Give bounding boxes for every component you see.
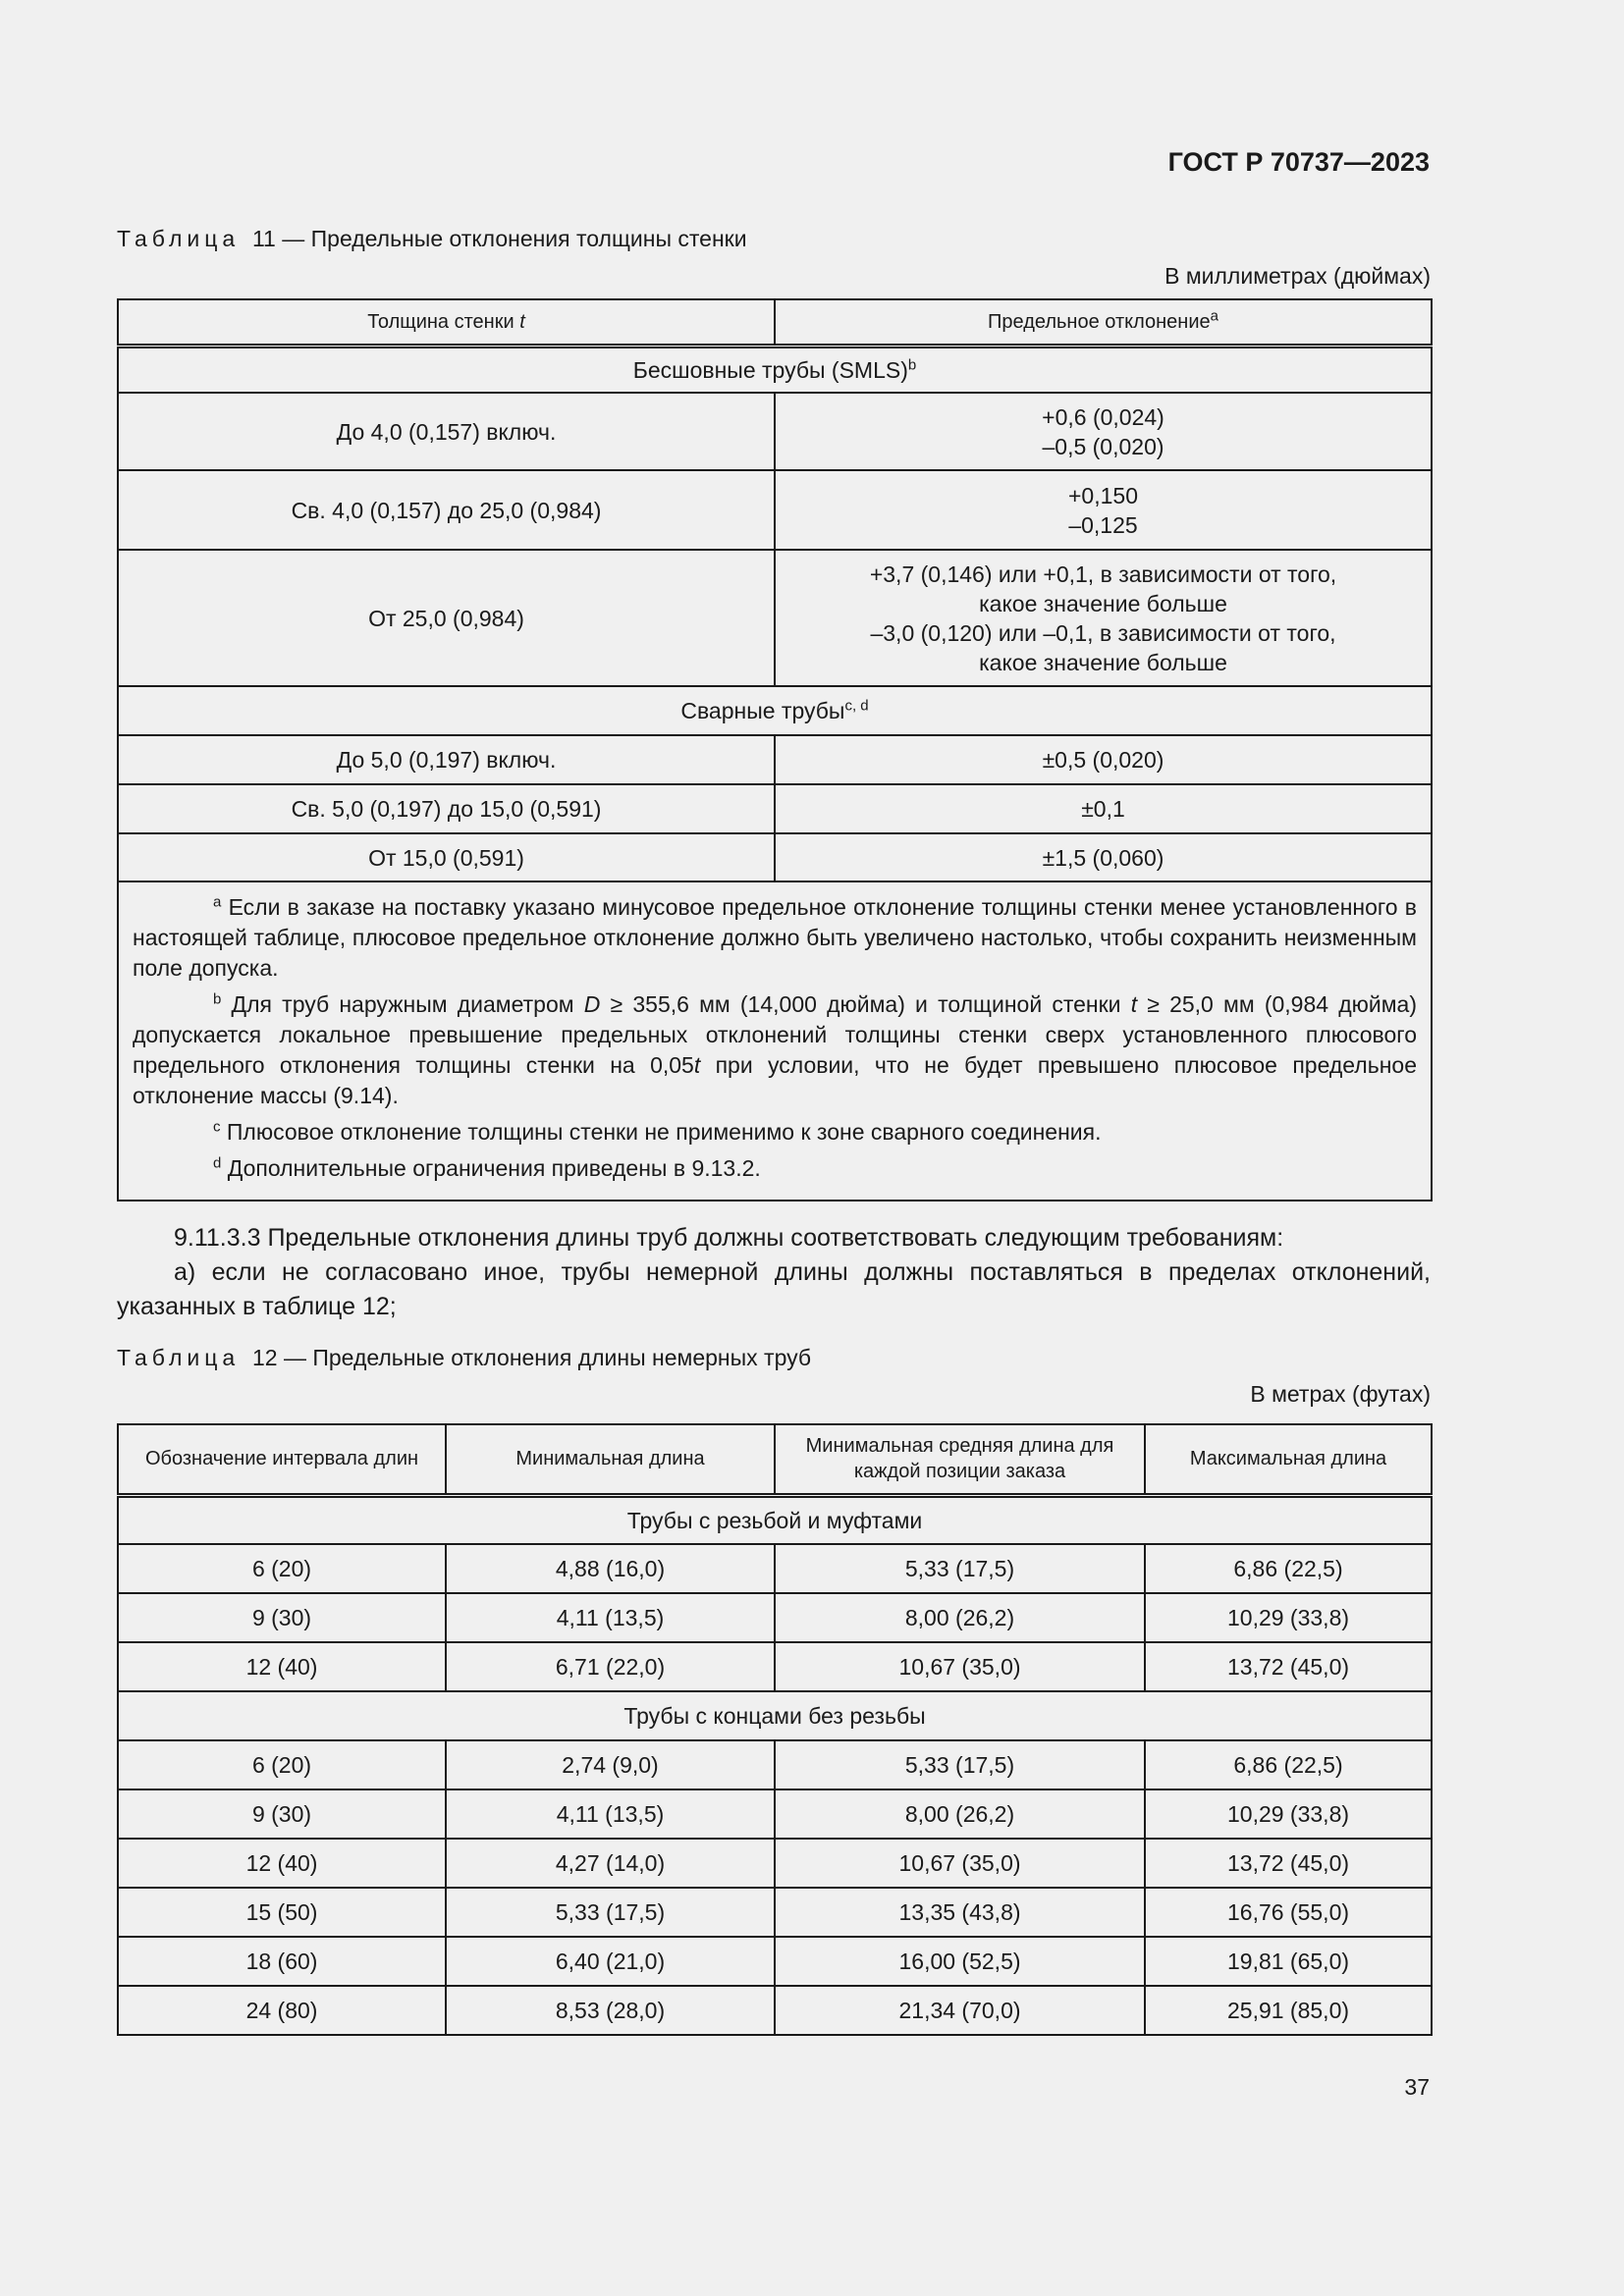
table-row: От 25,0 (0,984) +3,7 (0,146) или +0,1, в зависимости от того, какое значение больше –3,0 (0,120) или –0,1, в зависимости от того, какое значение больше: [118, 550, 1432, 686]
paragraph-a: а) если не согласовано иное, трубы немерной длины должны поставляться в пределах отклонений, указанных в таблице 12;: [117, 1258, 1431, 1320]
caption-text: 11 — Предельные отклонения толщины стенки: [251, 226, 747, 251]
table-cell: 6,71 (22,0): [446, 1642, 775, 1691]
table-cell: 10,67 (35,0): [775, 1642, 1145, 1691]
section-row: Трубы с резьбой и муфтами: [118, 1495, 1432, 1544]
table-cell: 13,72 (45,0): [1145, 1642, 1432, 1691]
table-cell: 5,33 (17,5): [775, 1740, 1145, 1789]
table-cell: 15 (50): [118, 1888, 446, 1937]
table-cell: 4,11 (13,5): [446, 1789, 775, 1839]
table-cell: 24 (80): [118, 1986, 446, 2035]
table-cell: 16,76 (55,0): [1145, 1888, 1432, 1937]
table-row: [118, 1937, 1432, 1986]
table-cell: 10,29 (33,8): [1145, 1789, 1432, 1839]
table-row: Св. 4,0 (0,157) до 25,0 (0,984) +0,150 –0,125: [118, 470, 1432, 550]
section-row: Трубы с концами без резьбы: [118, 1691, 1432, 1740]
header-cell: Предельное отклонение$^a$: [775, 299, 1432, 346]
table-row: [118, 1642, 1432, 1691]
body-text: [117, 1221, 1431, 1324]
table-cell: 12 (40): [118, 1642, 446, 1691]
footnote-a: $^a$ Если в заказе на поставку указано минусовое предельное отклонение толщины стенки менее установленного в настоящей таблице, плюсовое предельное отклонение должно быть увеличено настолько, чтобы сохранить неизменным поле допуска.: [133, 893, 1418, 981]
table-cell: 6,86 (22,5): [1145, 1740, 1432, 1789]
page-number: 37: [1404, 2074, 1430, 2100]
table-row: До 5,0 (0,197) включ. ±0,5 (0,020): [118, 735, 1432, 784]
table-cell: 4,27 (14,0): [446, 1839, 775, 1888]
footnote-b: $^b$ Для труб наружным диаметром D ≥ 355,6 мм (14,000 дюйма) и толщиной стенки t ≥ 25,0 мм (0,984 дюйма) допускается локальное превышение предельных отклонений толщины стенки сверх установленного плюсового предельного отклонения толщины стенки на 0,05t при условии, что не будет превышено плюсовое предельное отклонение массы (9.14).: [133, 990, 1417, 1108]
table-cell: 8,00 (26,2): [775, 1593, 1145, 1642]
table-cell: 9 (30): [118, 1593, 446, 1642]
table-cell: 6,86 (22,5): [1145, 1544, 1432, 1593]
header-cell: Толщина стенки t: [118, 299, 775, 346]
header-cell: Обозначение интервала длин: [118, 1424, 446, 1495]
footnote-d: $^d$ Дополнительные ограничения приведены в 9.13.2.: [213, 1154, 761, 1181]
table-cell: 8,00 (26,2): [775, 1789, 1145, 1839]
table-cell: 6 (20): [118, 1544, 446, 1593]
table-cell: 13,35 (43,8): [775, 1888, 1145, 1937]
table-cell: 10,67 (35,0): [775, 1839, 1145, 1888]
table-row: [118, 1544, 1432, 1593]
document-number: ГОСТ Р 70737—2023: [1167, 147, 1430, 177]
table-footnotes: [118, 881, 1432, 1201]
caption-text: 12 — Предельные отклонения длины немерных труб: [251, 1345, 812, 1370]
table-cell: 4,11 (13,5): [446, 1593, 775, 1642]
table-row: [118, 1839, 1432, 1888]
table-row: [118, 1593, 1432, 1642]
table-row: До 4,0 (0,157) включ. +0,6 (0,024) –0,5 (0,020): [118, 393, 1432, 470]
table-row: [118, 1888, 1432, 1937]
table-cell: 6,40 (21,0): [446, 1937, 775, 1986]
table11-caption: [117, 226, 747, 252]
table-cell: 18 (60): [118, 1937, 446, 1986]
table-cell: 9 (30): [118, 1789, 446, 1839]
table-cell: 12 (40): [118, 1839, 446, 1888]
table-cell: 19,81 (65,0): [1145, 1937, 1432, 1986]
table-cell: 5,33 (17,5): [446, 1888, 775, 1937]
table-cell: 8,53 (28,0): [446, 1986, 775, 2035]
table-cell: 16,00 (52,5): [775, 1937, 1145, 1986]
table-cell: 5,33 (17,5): [775, 1544, 1145, 1593]
section-row: Бесшовные трубы (SMLS)$^b$: [118, 346, 1432, 393]
table-11: [117, 298, 1433, 1201]
section-row: Сварные трубы$^{c, d}$: [118, 686, 1432, 735]
table-cell: 4,88 (16,0): [446, 1544, 775, 1593]
table-row: [118, 1740, 1432, 1789]
caption-prefix: Таблица: [117, 226, 241, 251]
table-header-row: [118, 1424, 1432, 1495]
paragraph-9-11-3-3: 9.11.3.3 Предельные отклонения длины труб должны соответствовать следующим требованиям:: [174, 1224, 1284, 1252]
header-cell: Минимальная средняя длина для каждой позиции заказа: [775, 1424, 1145, 1495]
header-cell: Минимальная длина: [446, 1424, 775, 1495]
table-row: [118, 1789, 1432, 1839]
table-row: [118, 1986, 1432, 2035]
table12-caption: [117, 1345, 811, 1371]
table-cell: 2,74 (9,0): [446, 1740, 775, 1789]
table-cell: 13,72 (45,0): [1145, 1839, 1432, 1888]
table-row: От 15,0 (0,591) ±1,5 (0,060): [118, 833, 1432, 881]
table-header-row: [118, 299, 1432, 346]
table11-units: В миллиметрах (дюймах): [1164, 263, 1431, 289]
table-cell: 21,34 (70,0): [775, 1986, 1145, 2035]
table12-units: В метрах (футах): [1250, 1381, 1431, 1407]
table-12: [117, 1423, 1433, 2036]
footnote-c: $^c$ Плюсовое отклонение толщины стенки не применимо к зоне сварного соединения.: [213, 1118, 1102, 1145]
table-cell: 10,29 (33,8): [1145, 1593, 1432, 1642]
header-cell: Максимальная длина: [1145, 1424, 1432, 1495]
caption-prefix: Таблица: [117, 1345, 241, 1370]
table-cell: 25,91 (85,0): [1145, 1986, 1432, 2035]
table-cell: 6 (20): [118, 1740, 446, 1789]
table-row: Св. 5,0 (0,197) до 15,0 (0,591) ±0,1: [118, 784, 1432, 833]
